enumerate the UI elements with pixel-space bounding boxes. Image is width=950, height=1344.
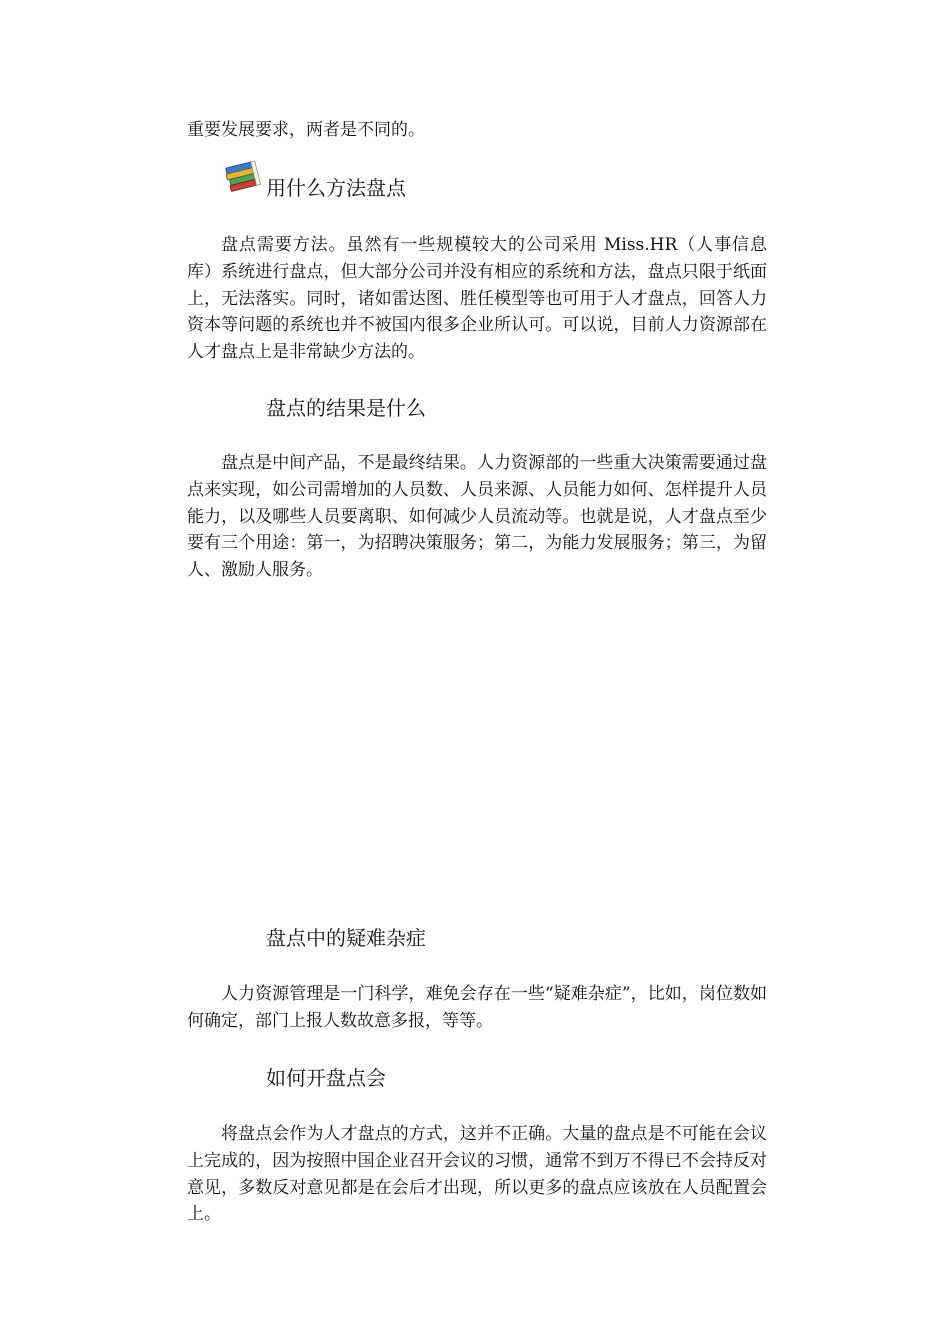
- section-paragraph-problems: 人力资源管理是一门科学，难免会存在一些“疑难杂症”，比如，岗位数如何确定，部门上报人数故意多报，等等。: [187, 984, 767, 1031]
- section-paragraph-methods: 盘点需要方法。虽然有一些规模较大的公司采用 Miss.HR（人事信息库）系统进行盘点，但大部分公司并没有相应的系统和方法，盘点只限于纸面上，无法落实。同时，诸如雷达图、胜任模型等也可用于人才盘点，回答人力资本等问题的系统也并不被国内很多企业所认可。可以说，目前人力资源部在人才盘点上是非常缺少方法的。: [187, 235, 767, 363]
- section-heading-results: 盘点的结果是什么: [266, 396, 426, 420]
- section-heading-problems: 盘点中的疑难杂症: [266, 926, 426, 950]
- section-heading-meeting: 如何开盘点会: [266, 1066, 386, 1090]
- section-paragraph-meeting: 将盘点会作为人才盘点的方式，这并不正确。大量的盘点是不可能在会议上完成的，因为按照中国企业召开会议的习惯，通常不到万不得已不会持反对意见，多数反对意见都是在会后才出现，所以更多的盘点应该放在人员配置会上。: [187, 1124, 767, 1225]
- section-heading-methods: 用什么方法盘点: [266, 176, 406, 200]
- section-paragraph-results: 盘点是中间产品，不是最终结果。人力资源部的一些重大决策需要通过盘点来实现，如公司需增加的人员数、人员来源、人员能力如何、怎样提升人员能力，以及哪些人员要离职、如何减少人员流动等。也就是说，人才盘点至少要有三个用途：第一，为招聘决策服务；第二，为能力发展服务；第三，为留人、激励人服务。: [187, 453, 767, 581]
- books-icon: [224, 158, 264, 194]
- continuation-line: 重要发展要求，两者是不同的。: [187, 120, 425, 140]
